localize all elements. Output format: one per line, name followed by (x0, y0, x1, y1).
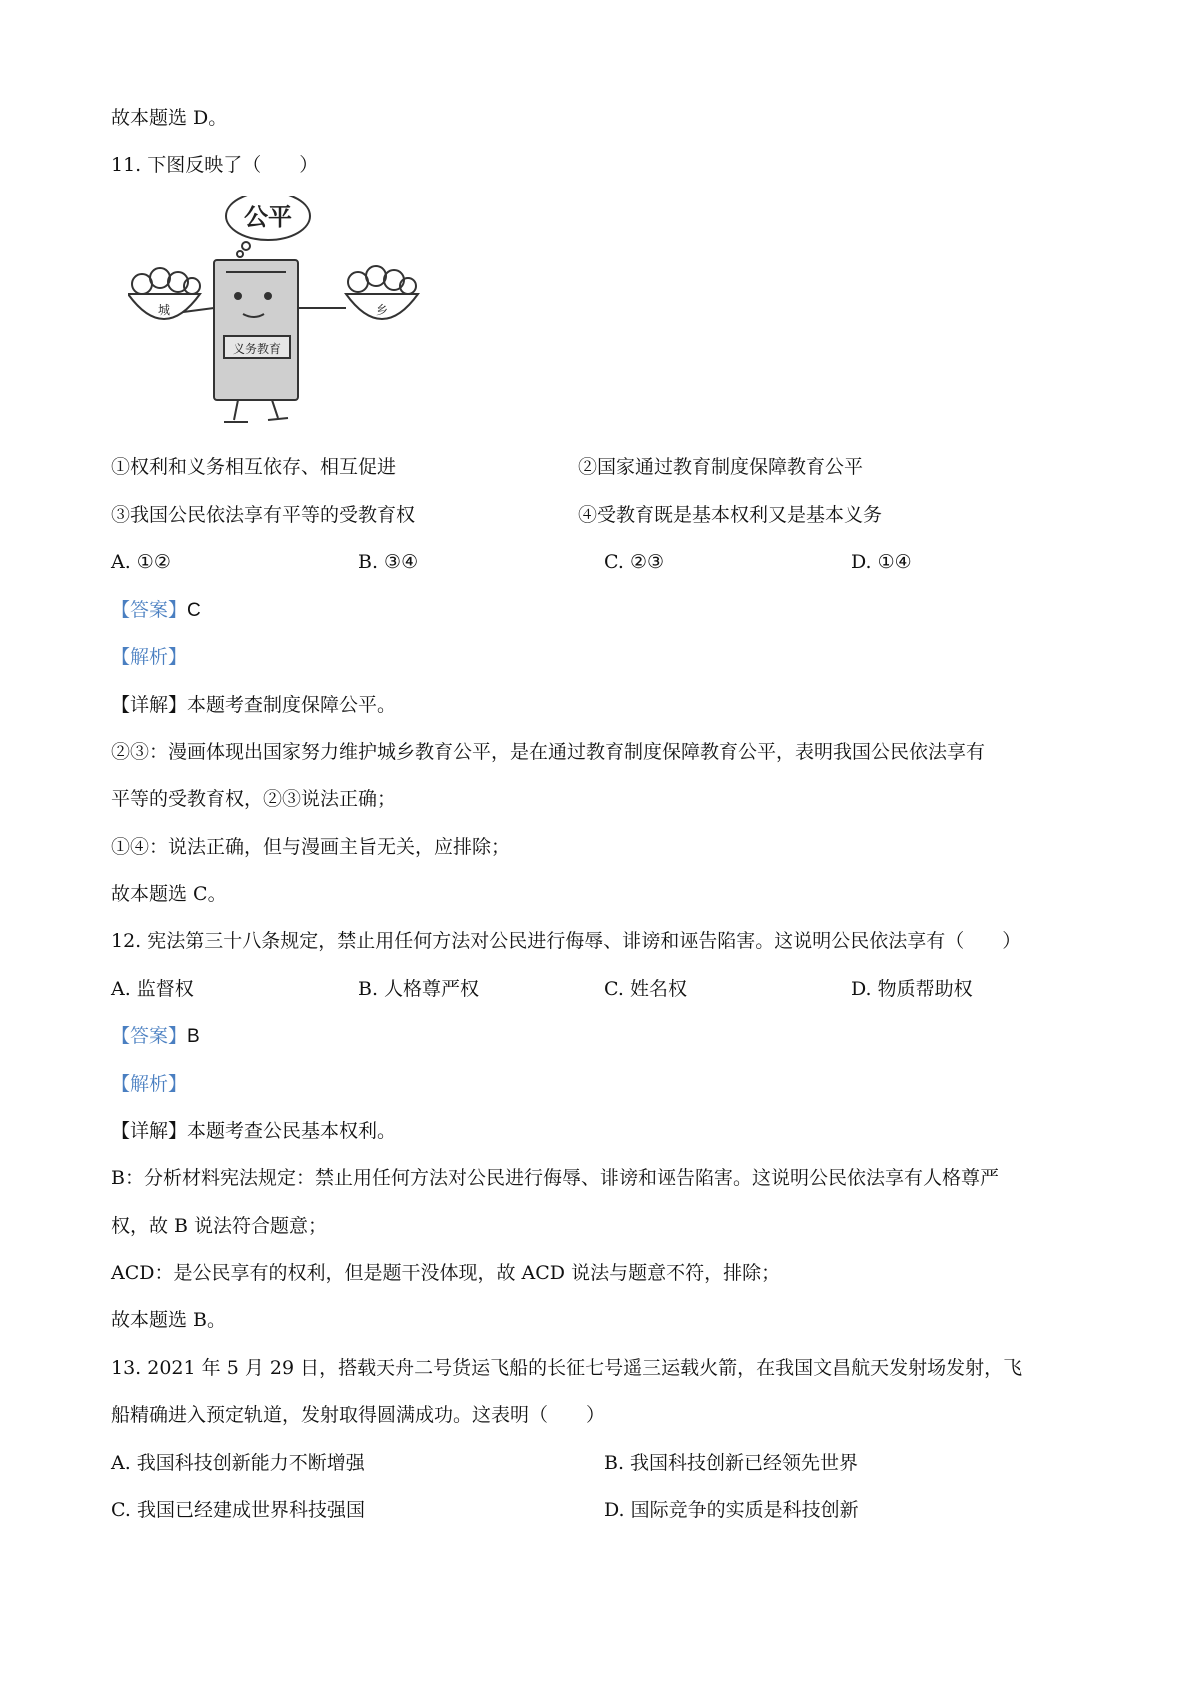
q11-para-1b: 平等的受教育权，②③说法正确； (111, 788, 397, 810)
q12-option-b: B. 人格尊严权 (358, 978, 480, 1000)
bubble-text: 公平 (244, 203, 292, 231)
q11-option-d: D. ①④ (851, 551, 912, 573)
q11-stem: 11. 下图反映了（ ） (111, 154, 319, 176)
q12-para-1b: 权，故 B 说法符合题意； (111, 1215, 328, 1237)
q12-option-d: D. 物质帮助权 (851, 978, 973, 1000)
q12-conclusion: 故本题选 B。 (111, 1309, 227, 1331)
q12-para-1a: B：分析材料宪法规定：禁止用任何方法对公民进行侮辱、诽谤和诬告陷害。这说明公民依法享有人格尊严 (111, 1167, 999, 1189)
fairness-cartoon-illustration (128, 196, 456, 428)
q11-statement-4: ④受教育既是基本权利又是基本义务 (578, 504, 883, 526)
q11-statement-2: ②国家通过教育制度保障教育公平 (578, 456, 864, 478)
q13-stem-line-1: 13. 2021 年 5 月 29 日，搭载天舟二号货运飞船的长征七号遥三运载火箭，在我国文昌航天发射场发射，飞 (111, 1357, 1023, 1379)
q11-option-b: B. ③④ (358, 551, 419, 573)
q13-option-b: B. 我国科技创新已经领先世界 (604, 1452, 859, 1474)
q11-detail: 【详解】本题考查制度保障公平。 (111, 694, 397, 716)
q11-option-c: C. ②③ (604, 551, 665, 573)
left-basket-label: 城 (157, 303, 171, 317)
q13-stem-line-2: 船精确进入预定轨道，发射取得圆满成功。这表明（ ） (111, 1404, 606, 1426)
q12-answer: 【答案】B (111, 1025, 200, 1047)
q11-conclusion: 故本题选 C。 (111, 883, 227, 905)
book-figure (214, 260, 298, 400)
q11-statement-3: ③我国公民依法享有平等的受教育权 (111, 504, 416, 526)
book-label: 义务教育 (232, 342, 282, 356)
q12-detail: 【详解】本题考查公民基本权利。 (111, 1120, 397, 1142)
q12-para-2: ACD：是公民享有的权利，但是题干没体现，故 ACD 说法与题意不符，排除； (111, 1262, 781, 1284)
l01: 故本题选 D。 (111, 107, 228, 129)
right-basket-label: 乡 (375, 303, 389, 317)
q12-option-a: A. 监督权 (111, 978, 194, 1000)
q11-para-2: ①④：说法正确，但与漫画主旨无关，应排除； (111, 836, 511, 858)
q13-option-c: C. 我国已经建成世界科技强国 (111, 1499, 365, 1521)
q11-statement-1: ①权利和义务相互依存、相互促进 (111, 456, 397, 478)
q11-analysis-tag: 【解析】 (111, 646, 188, 668)
q13-option-d: D. 国际竞争的实质是科技创新 (604, 1499, 859, 1521)
q12-analysis-tag: 【解析】 (111, 1073, 188, 1095)
q13-option-a: A. 我国科技创新能力不断增强 (111, 1452, 365, 1474)
q12-stem: 12. 宪法第三十八条规定，禁止用任何方法对公民进行侮辱、诽谤和诬告陷害。这说明公民依法享有（ ） (111, 930, 1022, 952)
q11-para-1a: ②③：漫画体现出国家努力维护城乡教育公平，是在通过教育制度保障教育公平，表明我国公民依法享有 (111, 741, 986, 763)
q12-option-c: C. 姓名权 (604, 978, 687, 1000)
q11-option-a: A. ①② (111, 551, 171, 573)
q11-answer: 【答案】C (111, 599, 201, 621)
